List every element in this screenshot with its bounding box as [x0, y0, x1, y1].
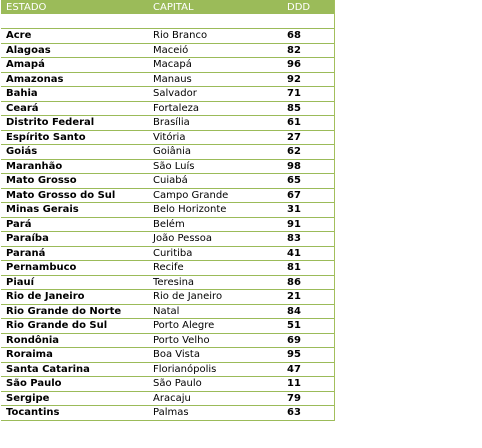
table-row [1, 348, 334, 363]
table-row [1, 102, 334, 117]
cell-capital: Palmas [153, 407, 189, 419]
cell-ddd: 95 [287, 349, 301, 361]
table-row [1, 363, 334, 378]
table-header [1, 0, 334, 14]
cell-ddd: 51 [287, 320, 301, 332]
cell-capital: São Paulo [153, 378, 202, 390]
table-row [1, 160, 334, 175]
cell-estado: Bahia [6, 88, 38, 100]
cell-ddd: 91 [287, 218, 301, 230]
cell-estado: Rio Grande do Norte [6, 305, 122, 317]
cell-estado: Alagoas [6, 44, 51, 56]
cell-ddd: 86 [287, 276, 301, 288]
cell-capital: Fortaleza [153, 102, 199, 114]
cell-estado: Amapá [6, 59, 45, 71]
cell-estado: Ceará [6, 102, 39, 114]
cell-ddd: 92 [287, 73, 301, 85]
header-ddd: DDD [287, 1, 311, 13]
cell-ddd: 68 [287, 30, 301, 42]
table-row [1, 44, 334, 59]
cell-ddd: 69 [287, 334, 301, 346]
cell-capital: Maceió [153, 44, 189, 56]
table-row [1, 319, 334, 334]
table-row [1, 116, 334, 131]
cell-capital: Curitiba [153, 247, 193, 259]
table-row [1, 145, 334, 160]
cell-estado: Maranhão [6, 160, 63, 172]
cell-ddd: 83 [287, 233, 301, 245]
cell-capital: Porto Velho [153, 334, 210, 346]
cell-ddd: 65 [287, 175, 301, 187]
cell-estado: Tocantins [6, 407, 60, 419]
table-row [1, 189, 334, 204]
table-body [1, 29, 334, 421]
table-row [1, 392, 334, 407]
cell-ddd: 11 [287, 378, 301, 390]
cell-ddd: 21 [287, 291, 301, 303]
cell-capital: Goiânia [153, 146, 192, 158]
cell-estado: Acre [6, 30, 32, 42]
table-row [1, 131, 334, 146]
table-row [1, 174, 334, 189]
cell-estado: Rio Grande do Sul [6, 320, 108, 332]
cell-capital: Campo Grande [153, 189, 229, 201]
cell-estado: Mato Grosso [6, 175, 77, 187]
cell-ddd: 85 [287, 102, 301, 114]
cell-estado: Distrito Federal [6, 117, 95, 129]
cell-capital: Belém [153, 218, 185, 230]
cell-capital: Florianópolis [153, 363, 217, 375]
cell-capital: Teresina [153, 276, 195, 288]
cell-estado: Sergipe [6, 392, 50, 404]
cell-ddd: 41 [287, 247, 301, 259]
table-row [1, 29, 334, 44]
cell-ddd: 27 [287, 131, 301, 143]
cell-estado: Roraima [6, 349, 53, 361]
table-row [1, 203, 334, 218]
table-row [1, 58, 334, 73]
cell-capital: Manaus [153, 73, 192, 85]
cell-capital: Salvador [153, 88, 197, 100]
states-table [1, 0, 335, 421]
cell-ddd: 31 [287, 204, 301, 216]
cell-capital: Vitória [153, 131, 186, 143]
cell-capital: Cuiabá [153, 175, 188, 187]
cell-estado: Rondônia [6, 334, 60, 346]
cell-capital: Rio Branco [153, 30, 208, 42]
table-row [1, 305, 334, 320]
table-row [1, 232, 334, 247]
cell-estado: Santa Catarina [6, 363, 90, 375]
cell-ddd: 47 [287, 363, 301, 375]
cell-capital: Brasília [153, 117, 190, 129]
table-row [1, 87, 334, 102]
cell-estado: Paraná [6, 247, 46, 259]
table-row [1, 247, 334, 262]
cell-ddd: 84 [287, 305, 301, 317]
cell-estado: Minas Gerais [6, 204, 79, 216]
cell-capital: Belo Horizonte [153, 204, 227, 216]
cell-ddd: 79 [287, 392, 301, 404]
cell-capital: Porto Alegre [153, 320, 215, 332]
table-row [1, 290, 334, 305]
header-capital: CAPITAL [153, 1, 194, 13]
cell-ddd: 98 [287, 160, 301, 172]
cell-capital: Aracaju [153, 392, 191, 404]
cell-capital: Macapá [153, 59, 192, 71]
table-row [1, 73, 334, 88]
cell-capital: João Pessoa [153, 233, 212, 245]
blank-row [1, 14, 334, 29]
cell-estado: Pernambuco [6, 262, 77, 274]
cell-estado: Piauí [6, 276, 35, 288]
cell-estado: Pará [6, 218, 32, 230]
table-row [1, 261, 334, 276]
cell-capital: Boa Vista [153, 349, 200, 361]
cell-estado: Espírito Santo [6, 131, 86, 143]
table-row [1, 276, 334, 291]
cell-estado: Amazonas [6, 73, 64, 85]
cell-estado: Mato Grosso do Sul [6, 189, 116, 201]
cell-capital: Natal [153, 305, 180, 317]
cell-estado: Rio de Janeiro [6, 291, 85, 303]
table-row [1, 218, 334, 233]
cell-estado: Paraíba [6, 233, 49, 245]
cell-ddd: 96 [287, 59, 301, 71]
cell-ddd: 82 [287, 44, 301, 56]
cell-estado: Goiás [6, 146, 38, 158]
cell-ddd: 61 [287, 117, 301, 129]
cell-ddd: 63 [287, 407, 301, 419]
cell-ddd: 71 [287, 88, 301, 100]
table-row [1, 334, 334, 349]
cell-ddd: 81 [287, 262, 301, 274]
cell-estado: São Paulo [6, 378, 62, 390]
cell-capital: São Luís [153, 160, 195, 172]
header-estado: ESTADO [6, 1, 47, 13]
table-row [1, 406, 334, 421]
cell-ddd: 67 [287, 189, 301, 201]
cell-capital: Recife [153, 262, 184, 274]
table-row [1, 377, 334, 392]
cell-capital: Rio de Janeiro [153, 291, 223, 303]
cell-ddd: 62 [287, 146, 301, 158]
